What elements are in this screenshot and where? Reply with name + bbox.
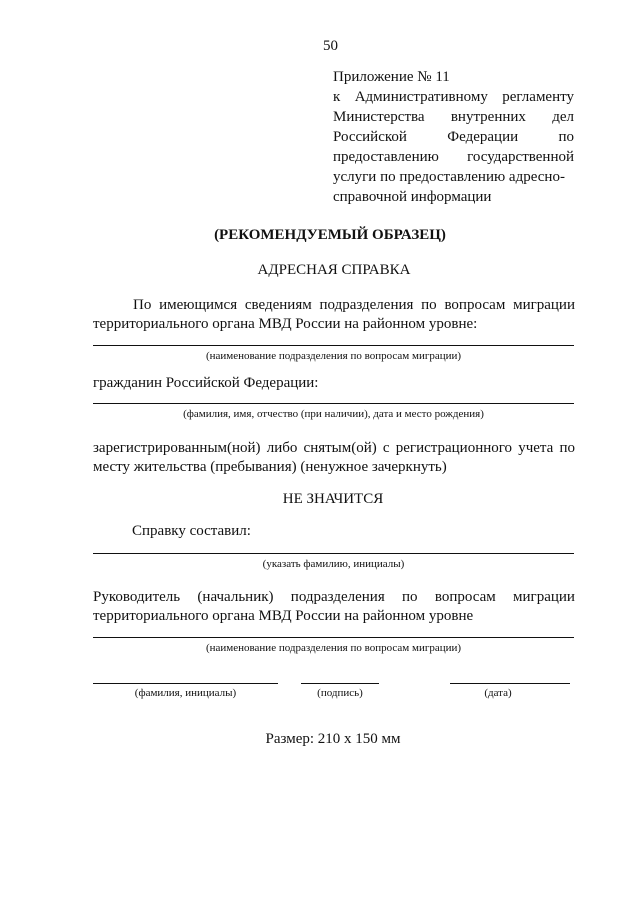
compiled-by-label: Справку составил: [132, 523, 251, 539]
unit-name-field-line-2[interactable] [93, 637, 574, 638]
head-word: вопросам [434, 589, 496, 605]
head-line-2: территориального органа МВД России на районном уровне [93, 608, 474, 624]
head-word: (начальник) [197, 589, 274, 605]
appendix-line-4 [333, 127, 574, 147]
appendix-line-5 [333, 147, 574, 167]
head-word: Руководитель [93, 589, 181, 605]
appendix-word: по [558, 129, 574, 145]
appendix-word: Российской [333, 129, 407, 145]
intro-line-2: территориального органа МВД России на районном уровне: [93, 316, 478, 332]
appendix-line-7: справочной информации [333, 189, 492, 205]
head-line-1 [93, 587, 575, 607]
registered-line-1: зарегистрированным(ной) либо снятым(ой) с регистрационного учета по [93, 440, 575, 456]
appendix-line-2 [333, 87, 574, 107]
appendix-word: предоставлению [333, 149, 439, 165]
appendix-line-3 [333, 107, 574, 127]
page-number: 50 [323, 38, 338, 54]
appendix-line-6: услуги по предоставлению адресно- [333, 169, 565, 185]
head-word: подразделения [290, 589, 385, 605]
not-found-status: НЕ ЗНАЧИТСЯ [282, 491, 384, 507]
person-caption: (фамилия, имя, отчество (при наличии), дата и место рождения) [183, 408, 484, 420]
date-line[interactable] [450, 683, 570, 684]
head-word: миграции [513, 589, 575, 605]
appendix-word: к [333, 89, 341, 105]
registered-line-2: месту жительства (пребывания) (ненужное зачеркнуть) [93, 459, 447, 475]
intro-line-1: По имеющимся сведениям подразделения по вопросам миграции [133, 297, 575, 313]
size-note: Размер: 210 х 150 мм [265, 731, 401, 747]
citizen-label: гражданин Российской Федерации: [93, 375, 319, 391]
signature-caption: (подпись) [317, 687, 363, 699]
appendix-word: Административному [354, 89, 488, 105]
document-title: АДРЕСНАЯ СПРАВКА [257, 262, 411, 278]
compiler-field-line[interactable] [93, 553, 574, 554]
sample-title: (РЕКОМЕНДУЕМЫЙ ОБРАЗЕЦ) [214, 227, 446, 243]
appendix-word: регламенту [502, 89, 574, 105]
appendix-word: внутренних [450, 109, 526, 125]
appendix-word: Министерства [333, 109, 425, 125]
name-signature-line[interactable] [93, 683, 278, 684]
unit-name-field-line[interactable] [93, 345, 574, 346]
appendix-word: дел [552, 109, 574, 125]
person-field-line[interactable] [93, 403, 574, 404]
unit-name-caption: (наименование подразделения по вопросам миграции) [205, 350, 462, 362]
appendix-line-1: Приложение № 11 [333, 69, 450, 85]
unit-name-caption-2: (наименование подразделения по вопросам миграции) [205, 642, 462, 654]
appendix-word: Федерации [447, 129, 519, 145]
date-caption: (дата) [484, 687, 512, 699]
appendix-word: государственной [467, 149, 574, 165]
compiler-caption: (указать фамилию, инициалы) [262, 558, 405, 570]
name-caption: (фамилия, инициалы) [134, 687, 237, 699]
signature-line[interactable] [301, 683, 379, 684]
head-word: по [402, 589, 418, 605]
